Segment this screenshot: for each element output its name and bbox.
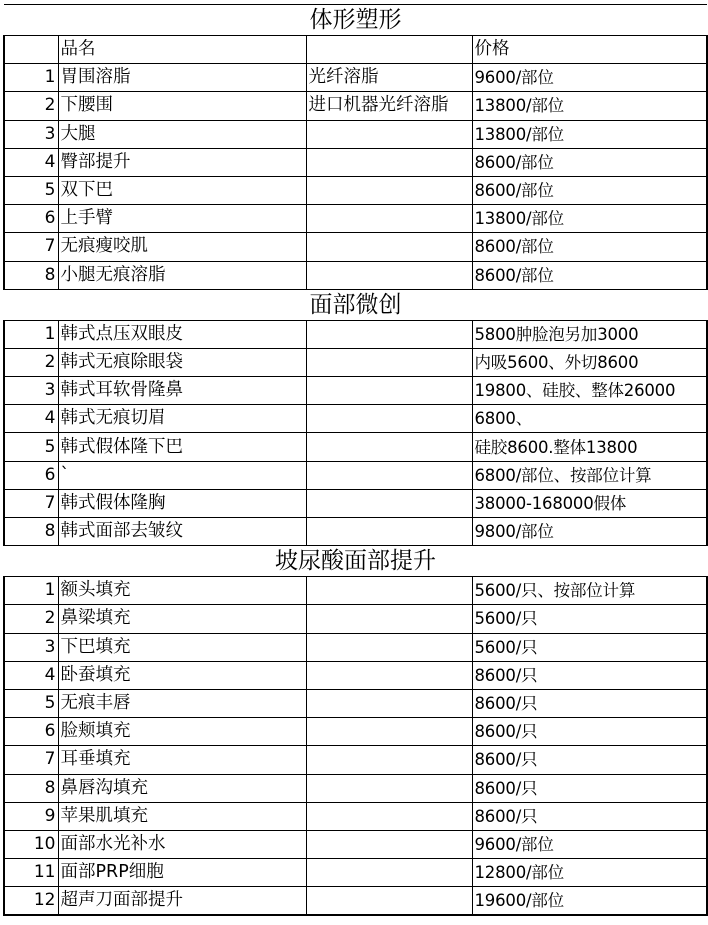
table-row (4, 859, 707, 887)
item-method (306, 518, 472, 546)
item-price: 8600/部位 (472, 148, 707, 176)
section-title: 体形塑形 (4, 5, 707, 36)
row-number: 11 (4, 859, 58, 887)
table-row (4, 887, 707, 916)
table-row (4, 830, 707, 858)
item-name: 韩式假体隆下巴 (58, 433, 306, 461)
item-name: 下巴填充 (58, 633, 306, 661)
row-number: 4 (4, 405, 58, 433)
row-number: 9 (4, 802, 58, 830)
row-number: 3 (4, 633, 58, 661)
item-method (306, 405, 472, 433)
item-name: 脸颊填充 (58, 718, 306, 746)
item-name: 超声刀面部提升 (58, 887, 306, 916)
item-method (306, 859, 472, 887)
item-price: 13800/部位 (472, 92, 707, 120)
item-name: 韩式无痕切眉 (58, 405, 306, 433)
item-name: 双下巴 (58, 176, 306, 204)
item-price: 12800/部位 (472, 859, 707, 887)
row-number: 10 (4, 830, 58, 858)
item-method (306, 148, 472, 176)
row-number: 2 (4, 348, 58, 376)
column-header-row (4, 36, 707, 64)
row-number: 2 (4, 92, 58, 120)
item-price: 8600/只 (472, 689, 707, 717)
item-method: 光纤溶脂 (306, 64, 472, 92)
item-name: 韩式点压双眼皮 (58, 320, 306, 348)
item-method: 进口机器光纤溶脂 (306, 92, 472, 120)
table-row (4, 233, 707, 261)
price-table (3, 4, 708, 916)
item-method (306, 605, 472, 633)
row-number: 5 (4, 689, 58, 717)
row-number: 12 (4, 887, 58, 916)
table-row (4, 433, 707, 461)
item-name: 耳垂填充 (58, 746, 306, 774)
section-title: 坡尿酸面部提升 (4, 546, 707, 577)
item-method (306, 661, 472, 689)
item-price: 硅胶8600.整体13800 (472, 433, 707, 461)
table-row (4, 120, 707, 148)
section-title-row (4, 5, 707, 36)
item-method (306, 489, 472, 517)
item-name: 大腿 (58, 120, 306, 148)
row-number: 5 (4, 433, 58, 461)
table-row (4, 377, 707, 405)
item-price: 9600/部位 (472, 830, 707, 858)
item-name: 上手臂 (58, 205, 306, 233)
row-number: 6 (4, 461, 58, 489)
item-method (306, 774, 472, 802)
row-number: 4 (4, 148, 58, 176)
item-name: ` (58, 461, 306, 489)
table-row (4, 489, 707, 517)
header-price: 价格 (472, 36, 707, 64)
table-row (4, 320, 707, 348)
item-name: 韩式无痕除眼袋 (58, 348, 306, 376)
row-number: 7 (4, 233, 58, 261)
row-number: 7 (4, 489, 58, 517)
section-title: 面部微创 (4, 289, 707, 320)
table-row (4, 92, 707, 120)
item-name: 卧蚕填充 (58, 661, 306, 689)
item-method (306, 830, 472, 858)
item-price: 19600/部位 (472, 887, 707, 916)
row-number: 1 (4, 320, 58, 348)
table-row (4, 518, 707, 546)
item-name: 面部PRP细胞 (58, 859, 306, 887)
item-name: 无痕丰唇 (58, 689, 306, 717)
item-method (306, 377, 472, 405)
item-name: 额头填充 (58, 577, 306, 605)
table-row (4, 176, 707, 204)
item-price: 6800、 (472, 405, 707, 433)
table-row (4, 577, 707, 605)
row-number: 3 (4, 377, 58, 405)
row-number: 1 (4, 577, 58, 605)
table-row (4, 802, 707, 830)
row-number: 7 (4, 746, 58, 774)
item-name: 小腿无痕溶脂 (58, 261, 306, 289)
row-number: 8 (4, 518, 58, 546)
row-number: 1 (4, 64, 58, 92)
item-method (306, 802, 472, 830)
item-method (306, 633, 472, 661)
item-price: 内吸5600、外切8600 (472, 348, 707, 376)
section-title-row (4, 289, 707, 320)
row-number: 6 (4, 205, 58, 233)
item-price: 8600/部位 (472, 176, 707, 204)
table-row (4, 633, 707, 661)
item-method (306, 120, 472, 148)
table-row (4, 774, 707, 802)
section-title-row (4, 546, 707, 577)
item-name: 鼻梁填充 (58, 605, 306, 633)
table-row (4, 148, 707, 176)
item-price: 8600/部位 (472, 233, 707, 261)
table-row (4, 461, 707, 489)
item-price: 38000-168000假体 (472, 489, 707, 517)
item-price: 13800/部位 (472, 205, 707, 233)
item-name: 胃围溶脂 (58, 64, 306, 92)
item-name: 面部水光补水 (58, 830, 306, 858)
item-price: 5800肿脸泡另加3000 (472, 320, 707, 348)
item-name: 韩式假体隆胸 (58, 489, 306, 517)
table-row (4, 205, 707, 233)
item-method (306, 205, 472, 233)
item-name: 韩式耳软骨隆鼻 (58, 377, 306, 405)
item-price: 5600/只 (472, 633, 707, 661)
item-method (306, 461, 472, 489)
table-row (4, 261, 707, 289)
item-method (306, 746, 472, 774)
item-method (306, 348, 472, 376)
item-method (306, 887, 472, 916)
table-row (4, 64, 707, 92)
table-row (4, 746, 707, 774)
table-row (4, 405, 707, 433)
row-number: 5 (4, 176, 58, 204)
row-number: 4 (4, 661, 58, 689)
item-price: 19800、硅胶、整体26000 (472, 377, 707, 405)
item-name: 无痕瘦咬肌 (58, 233, 306, 261)
item-price: 5600/只 (472, 605, 707, 633)
item-price: 9600/部位 (472, 64, 707, 92)
header-name: 品名 (58, 36, 306, 64)
header-number-cell (4, 36, 58, 64)
item-price: 9800/部位 (472, 518, 707, 546)
item-method (306, 261, 472, 289)
item-method (306, 320, 472, 348)
table-row (4, 605, 707, 633)
item-method (306, 176, 472, 204)
item-name: 苹果肌填充 (58, 802, 306, 830)
item-price: 8600/只 (472, 661, 707, 689)
item-name: 臀部提升 (58, 148, 306, 176)
row-number: 8 (4, 774, 58, 802)
row-number: 3 (4, 120, 58, 148)
item-method (306, 233, 472, 261)
item-method (306, 433, 472, 461)
item-name: 鼻唇沟填充 (58, 774, 306, 802)
table-row (4, 348, 707, 376)
item-method (306, 577, 472, 605)
item-price: 8600/只 (472, 746, 707, 774)
item-method (306, 689, 472, 717)
item-price: 6800/部位、按部位计算 (472, 461, 707, 489)
row-number: 8 (4, 261, 58, 289)
item-method (306, 718, 472, 746)
item-price: 13800/部位 (472, 120, 707, 148)
row-number: 6 (4, 718, 58, 746)
item-name: 韩式面部去皱纹 (58, 518, 306, 546)
item-name: 下腰围 (58, 92, 306, 120)
item-price: 8600/只 (472, 774, 707, 802)
item-price: 8600/只 (472, 802, 707, 830)
item-price: 8600/只 (472, 718, 707, 746)
row-number: 2 (4, 605, 58, 633)
header-method (306, 36, 472, 64)
item-price: 5600/只、按部位计算 (472, 577, 707, 605)
table-row (4, 689, 707, 717)
item-price: 8600/部位 (472, 261, 707, 289)
table-row (4, 661, 707, 689)
table-row (4, 718, 707, 746)
